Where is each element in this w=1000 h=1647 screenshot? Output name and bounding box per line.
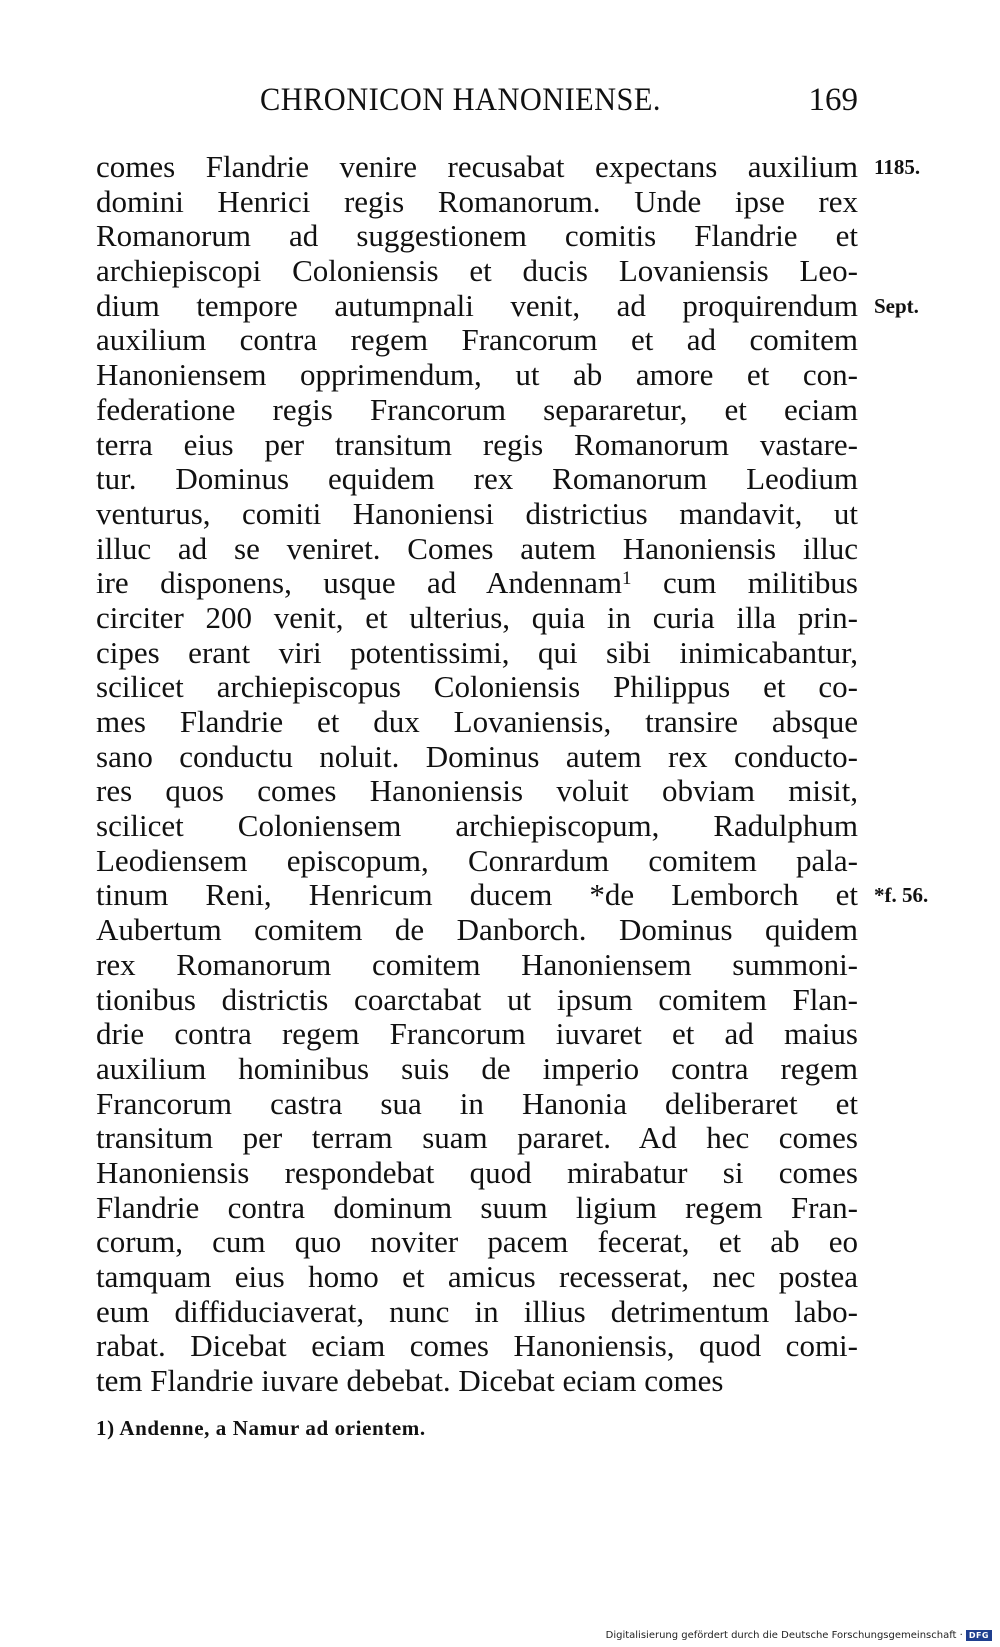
line-text: cipes erant viri potentissimi, qui sibi inimicabantur, xyxy=(96,634,858,670)
line-text: scilicet archiepiscopus Coloniensis Philippus et co- xyxy=(96,669,858,705)
text-line xyxy=(96,601,858,636)
line-text: venturus, comiti Hanoniensi districtius mandavit, ut xyxy=(96,495,858,531)
text-line xyxy=(96,636,858,671)
margin-note: *f. 56. xyxy=(874,883,929,908)
line-text: domini Henrici regis Romanorum. Unde ipse rex xyxy=(96,183,858,219)
line-text: tinum Reni, Henricum ducem *de Lemborch et xyxy=(96,877,858,913)
line-text: sano conductu noluit. Dominus autem rex conducto- xyxy=(96,738,858,774)
text-line xyxy=(96,1260,858,1295)
line-text: comes Flandrie venire recusabat expectans auxilium xyxy=(96,149,858,184)
line-text: mes Flandrie et dux Lovaniensis, transire absque xyxy=(96,704,858,739)
text-line xyxy=(96,1121,858,1156)
line-text: tem Flandrie iuvare debebat. Dicebat eciam comes xyxy=(96,1363,724,1399)
running-head xyxy=(96,82,858,122)
line-text: circiter 200 venit, et ulterius, quia in curia illa prin- xyxy=(96,599,858,635)
text-line xyxy=(96,462,858,497)
margin-note: Sept. xyxy=(874,293,919,318)
margin-note: 1185. xyxy=(874,155,921,179)
digitization-credit xyxy=(606,1630,992,1641)
text-line xyxy=(96,1329,858,1364)
text-line xyxy=(96,323,858,358)
line-text: eum diffiduciaverat, nunc in illius detrimentum labo- xyxy=(96,1293,858,1329)
text-line xyxy=(96,219,858,254)
footnote-marker: 1 xyxy=(622,568,632,590)
text-line xyxy=(96,948,858,983)
line-text xyxy=(96,566,858,601)
text-line xyxy=(96,358,858,393)
line-text: transitum per terram suam pararet. Ad hec comes xyxy=(96,1120,858,1156)
line-text: Hanoniensem opprimendum, ut ab amore et con- xyxy=(96,357,858,393)
line-text: Leodiensem episcopum, Conrardum comitem pala- xyxy=(96,842,858,878)
line-text: terra eius per transitum regis Romanorum vastare- xyxy=(96,426,858,462)
line-text: Flandrie contra dominum suum ligium regem Fran- xyxy=(96,1189,858,1225)
text-line xyxy=(96,1191,858,1226)
line-text-part: ire disponens, usque ad Andennam xyxy=(96,565,623,601)
line-text: auxilium contra regem Francorum et ad comitem xyxy=(96,322,858,358)
line-text: federatione regis Francorum separaretur, et eciam xyxy=(96,391,858,427)
line-text: tur. Dominus equidem rex Romanorum Leodium xyxy=(96,461,858,497)
line-text: Romanorum ad suggestionem comitis Flandrie et xyxy=(96,218,858,254)
line-text: drie contra regem Francorum iuvaret et ad maius xyxy=(96,1016,858,1052)
line-text: dium tempore autumpnali venit, ad proquirendum xyxy=(96,287,858,323)
text-line xyxy=(96,1156,858,1191)
line-text: illuc ad se veniret. Comes autem Hanoniensis illuc xyxy=(96,530,858,566)
line-text: scilicet Coloniensem archiepiscopum, Radulphum xyxy=(96,808,858,844)
line-text: res quos comes Hanoniensis voluit obviam misit, xyxy=(96,773,858,809)
text-line xyxy=(96,913,858,948)
text-line xyxy=(96,532,858,567)
line-text: Aubertum comitem de Danborch. Dominus quidem xyxy=(96,912,858,948)
text-line xyxy=(96,670,858,705)
line-text: corum, cum quo noviter pacem fecerat, et ab eo xyxy=(96,1224,858,1260)
text-line xyxy=(96,844,858,879)
line-text: Francorum castra sua in Hanonia deliberaret et xyxy=(96,1085,858,1121)
line-text: rabat. Dicebat eciam comes Hanoniensis, quod comi- xyxy=(96,1328,858,1364)
text-line xyxy=(96,1087,858,1122)
text-line xyxy=(96,1364,858,1399)
text-line xyxy=(96,254,858,289)
line-text: rex Romanorum comitem Hanoniensem summoni- xyxy=(96,946,858,982)
text-line xyxy=(96,705,858,740)
text-line xyxy=(96,1017,858,1052)
text-line xyxy=(96,1225,858,1260)
text-line xyxy=(96,393,858,428)
dfg-logo: DFG xyxy=(966,1630,992,1641)
text-line xyxy=(96,428,858,463)
line-text: tamquam eius homo et amicus recesserat, nec postea xyxy=(96,1259,858,1294)
text-line xyxy=(96,774,858,809)
text-line xyxy=(96,185,858,220)
line-text: tionibus districtis coarctabat ut ipsum comitem Flan- xyxy=(96,981,858,1017)
line-text: Hanoniensis respondebat quod mirabatur si comes xyxy=(96,1154,858,1190)
line-text: auxilium hominibus suis de imperio contra regem xyxy=(96,1050,858,1086)
text-line xyxy=(96,287,919,324)
text-line xyxy=(96,497,858,532)
text-line xyxy=(96,1052,858,1087)
footnote: 1) Andenne, a Namur ad orientem. xyxy=(96,1416,426,1440)
text-line xyxy=(96,566,858,601)
page-number: 169 xyxy=(808,82,858,118)
main-text xyxy=(96,149,929,1399)
text-line xyxy=(96,983,858,1018)
line-text-part: cum militibus xyxy=(631,565,858,601)
text-line xyxy=(96,149,921,185)
text-line xyxy=(96,809,858,844)
credit-text: Digitalisierung gefördert durch die Deutsche Forschungsgemeinschaft · xyxy=(605,1630,963,1641)
text-line xyxy=(96,877,929,913)
line-text: archiepiscopi Coloniensis et ducis Lovaniensis Leo- xyxy=(96,253,858,289)
text-line xyxy=(96,740,858,775)
text-line xyxy=(96,1295,858,1330)
running-title: CHRONICON HANONIENSE. xyxy=(260,82,661,118)
